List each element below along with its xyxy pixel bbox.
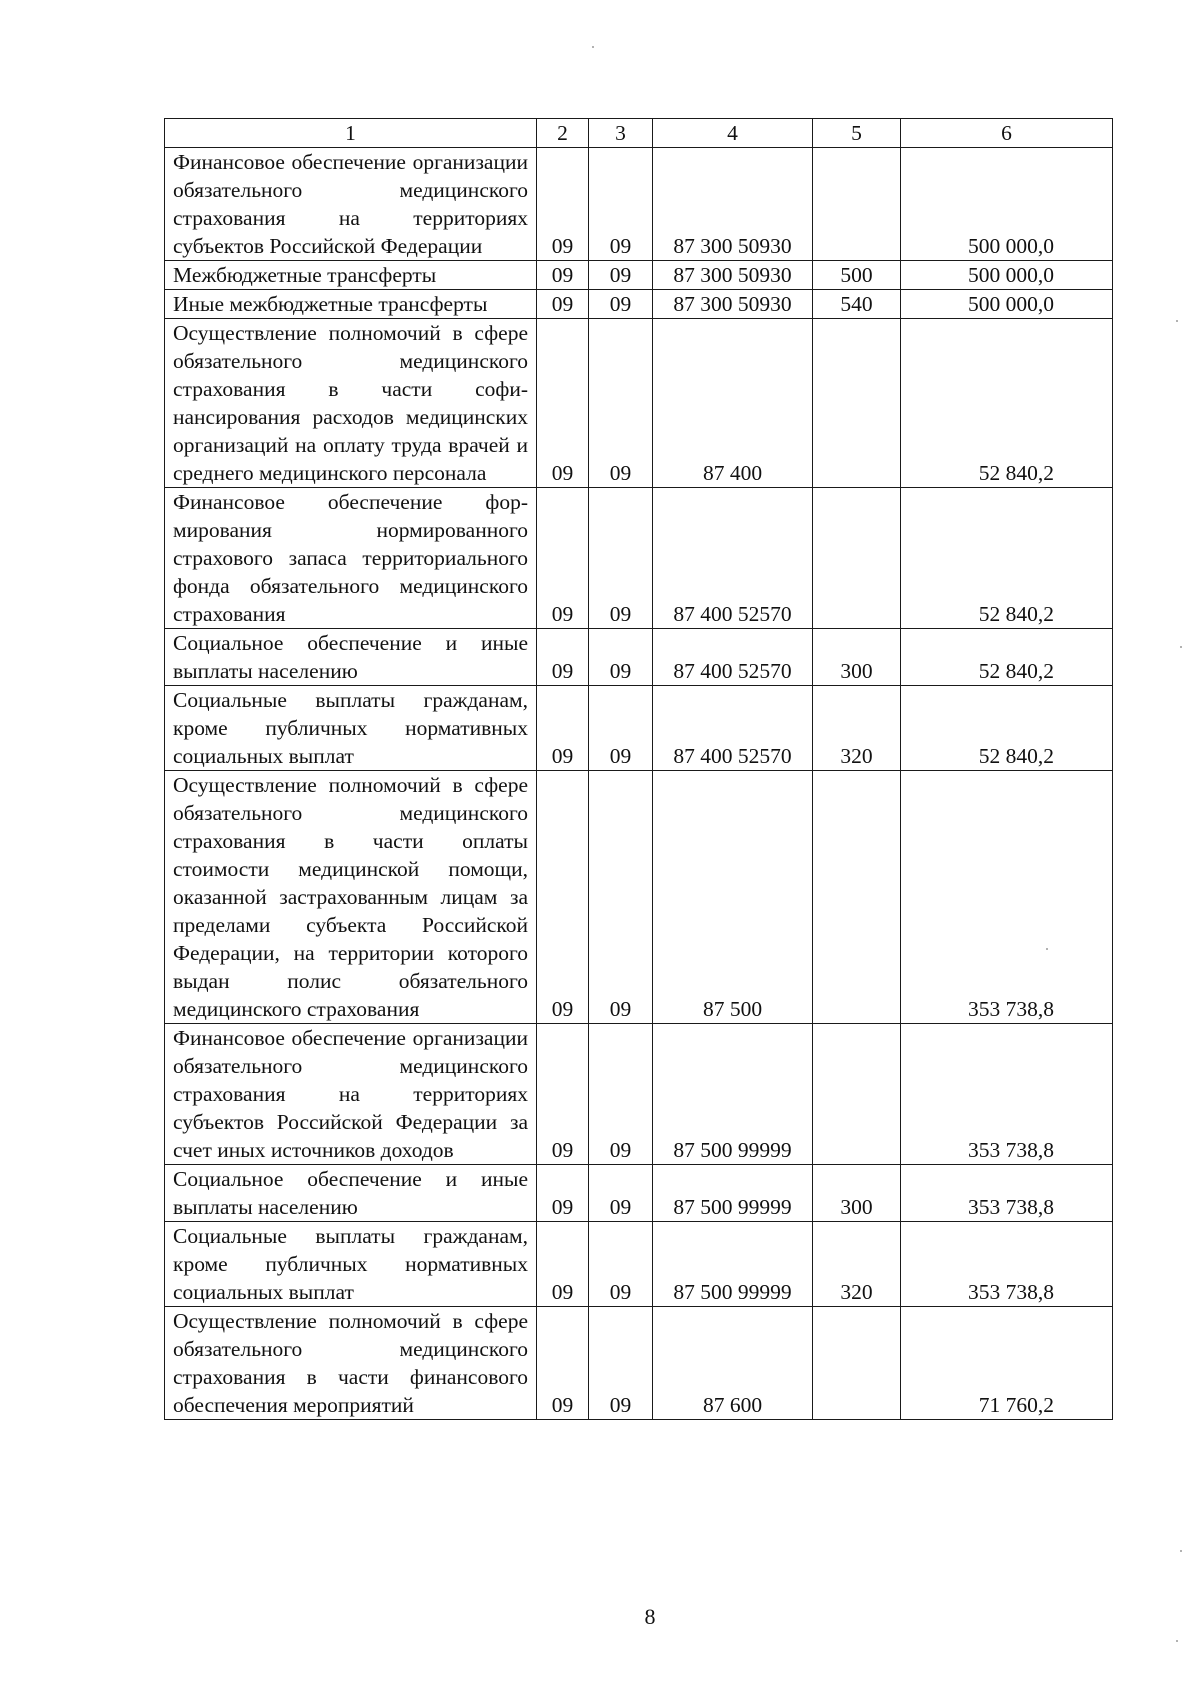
row-name: Осуществление полномочий в сфере обязательного медицинского страхования в части оплаты стоимости медицинской помощи, оказанной застрахованным лицам за пределами субъекта Российской Федерации, на территории которого выдан полис обязательного медицинского страхования [165, 771, 537, 1024]
scan-speck [1180, 646, 1182, 648]
table-row [165, 261, 1113, 290]
row-target-article: 87 400 52570 [653, 488, 813, 629]
table-row [165, 686, 1113, 771]
row-subsection: 09 [589, 148, 653, 261]
row-name: Социальные выплаты гражданам, кроме публичных нормативных социальных выплат [165, 1222, 537, 1307]
scan-speck [592, 46, 594, 48]
row-subsection: 09 [589, 686, 653, 771]
table-row [165, 148, 1113, 261]
row-expense-type: 540 [813, 290, 901, 319]
row-target-article: 87 400 52570 [653, 686, 813, 771]
row-subsection: 09 [589, 1307, 653, 1420]
row-target-article: 87 400 52570 [653, 629, 813, 686]
row-expense-type [813, 1307, 901, 1420]
row-name: Социальные выплаты гражданам, кроме публичных нормативных социальных выплат [165, 686, 537, 771]
scan-speck [1176, 320, 1178, 322]
row-expense-type: 500 [813, 261, 901, 290]
row-name: Финансовое обеспечение организации обязательного медицинского страхования на территориях субъектов Российской Федерации за счет иных источников доходов [165, 1024, 537, 1165]
header-cell: 5 [813, 119, 901, 148]
row-expense-type [813, 771, 901, 1024]
header-cell: 6 [901, 119, 1113, 148]
row-name: Иные межбюджетные трансферты [165, 290, 537, 319]
row-subsection: 09 [589, 629, 653, 686]
row-section: 09 [537, 1307, 589, 1420]
row-section: 09 [537, 319, 589, 488]
row-subsection: 09 [589, 1165, 653, 1222]
header-cell: 3 [589, 119, 653, 148]
row-amount: 500 000,0 [901, 261, 1113, 290]
row-expense-type: 300 [813, 629, 901, 686]
row-amount: 353 738,8 [901, 1165, 1113, 1222]
row-section: 09 [537, 488, 589, 629]
table-row [165, 771, 1113, 1024]
row-subsection: 09 [589, 261, 653, 290]
row-amount: 52 840,2 [901, 488, 1113, 629]
row-target-article: 87 300 50930 [653, 290, 813, 319]
row-amount: 353 738,8 [901, 1222, 1113, 1307]
scan-speck [1180, 1550, 1182, 1552]
header-cell: 4 [653, 119, 813, 148]
row-section: 09 [537, 771, 589, 1024]
row-expense-type: 320 [813, 686, 901, 771]
row-target-article: 87 400 [653, 319, 813, 488]
header-cell: 1 [165, 119, 537, 148]
row-amount: 52 840,2 [901, 629, 1113, 686]
row-amount: 52 840,2 [901, 686, 1113, 771]
table-row [165, 319, 1113, 488]
row-section: 09 [537, 1222, 589, 1307]
row-section: 09 [537, 1024, 589, 1165]
table-row [165, 629, 1113, 686]
row-section: 09 [537, 1165, 589, 1222]
row-amount: 52 840,2 [901, 319, 1113, 488]
row-name: Финансовое обеспечение формирования нормированного страхового запаса территориального фонда обязательного медицинского страхования [165, 488, 537, 629]
row-subsection: 09 [589, 1024, 653, 1165]
row-name: Осуществление полномочий в сфере обязательного медицинского страхования в части финансового обеспечения мероприятий [165, 1307, 537, 1420]
row-subsection: 09 [589, 488, 653, 629]
row-amount: 353 738,8 [901, 771, 1113, 1024]
row-target-article: 87 500 99999 [653, 1222, 813, 1307]
row-amount: 71 760,2 [901, 1307, 1113, 1420]
row-name: Финансовое обеспечение организации обязательного медицинского страхования на территориях субъектов Российской Федерации [165, 148, 537, 261]
table-row [165, 488, 1113, 629]
scan-speck [1176, 1640, 1178, 1642]
row-subsection: 09 [589, 1222, 653, 1307]
row-expense-type [813, 1024, 901, 1165]
row-expense-type [813, 148, 901, 261]
table-row [165, 290, 1113, 319]
row-amount: 500 000,0 [901, 148, 1113, 261]
row-section: 09 [537, 261, 589, 290]
table-row [165, 1165, 1113, 1222]
row-expense-type: 300 [813, 1165, 901, 1222]
row-expense-type [813, 319, 901, 488]
table-header-row [165, 119, 1113, 148]
row-name: Межбюджетные трансферты [165, 261, 537, 290]
row-name: Социальное обеспечение и иные выплаты населению [165, 1165, 537, 1222]
row-expense-type [813, 488, 901, 629]
table-row [165, 1222, 1113, 1307]
row-target-article: 87 500 99999 [653, 1165, 813, 1222]
scan-speck [1046, 948, 1048, 950]
table-row [165, 1024, 1113, 1165]
budget-table [164, 118, 1113, 1420]
row-amount: 353 738,8 [901, 1024, 1113, 1165]
row-amount: 500 000,0 [901, 290, 1113, 319]
row-target-article: 87 300 50930 [653, 148, 813, 261]
row-expense-type: 320 [813, 1222, 901, 1307]
row-target-article: 87 300 50930 [653, 261, 813, 290]
table-row [165, 1307, 1113, 1420]
page-number: 8 [644, 1604, 656, 1629]
row-section: 09 [537, 290, 589, 319]
row-subsection: 09 [589, 319, 653, 488]
row-target-article: 87 500 99999 [653, 1024, 813, 1165]
row-name: Социальное обеспечение и иные выплаты населению [165, 629, 537, 686]
header-cell: 2 [537, 119, 589, 148]
row-subsection: 09 [589, 290, 653, 319]
row-target-article: 87 600 [653, 1307, 813, 1420]
row-section: 09 [537, 686, 589, 771]
row-name: Осуществление полномочий в сфере обязательного медицинского страхования в части софинансирования расходов медицинских организаций на оплату труда врачей и среднего медицинского персонала [165, 319, 537, 488]
row-subsection: 09 [589, 771, 653, 1024]
row-target-article: 87 500 [653, 771, 813, 1024]
row-section: 09 [537, 148, 589, 261]
row-section: 09 [537, 629, 589, 686]
